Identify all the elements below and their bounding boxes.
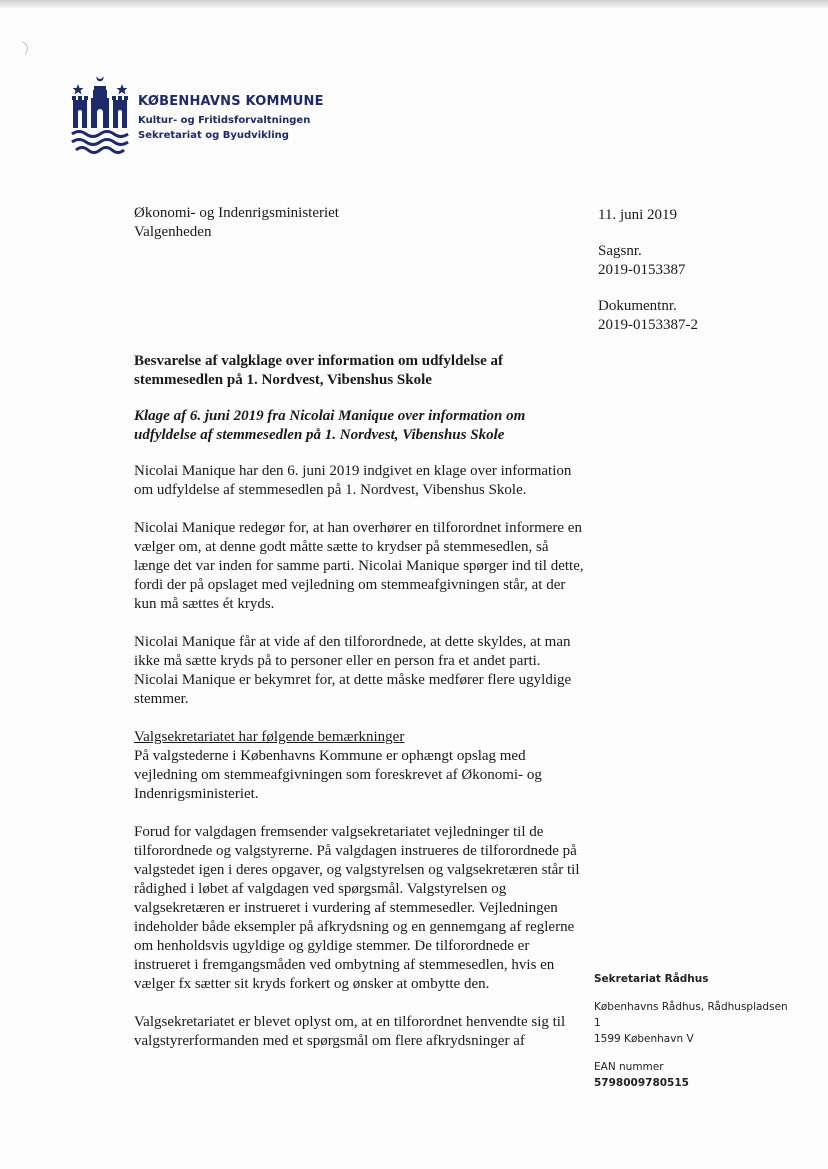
- paragraph-6: Valgsekretariatet er blevet oplyst om, at en tilforordnet henvendte sig til valgstyrerformanden med et spørgsmål om flere afkrydsninger af: [134, 1014, 566, 1049]
- org-unit: Sekretariat og Byudvikling: [138, 130, 289, 141]
- letter-subtitle: Klage af 6. juni 2019 fra Nicolai Manique over information om udfyldelse af stemmesedlen på 1. Nordvest, Vibenshus Skole: [134, 408, 526, 443]
- ean-label: EAN nummer: [594, 1061, 664, 1073]
- letter-date: 11. juni 2019: [598, 207, 678, 223]
- sender-footer: [594, 971, 814, 1091]
- address-line-1: Københavns Rådhus, Rådhuspladsen: [594, 1001, 788, 1013]
- case-number: 2019-0153387: [598, 262, 686, 278]
- footer-address: [594, 999, 814, 1047]
- paragraph-3: Nicolai Manique får at vide af den tilforordnede, at dette skyldes, at man ikke må sætte kryds på to personer eller en person fra et andet parti. Nicolai Manique er bekymret for, at dette måske medfører flere ugyldige stemmer.: [134, 634, 572, 707]
- address-line-2: 1: [594, 1017, 601, 1029]
- ean-block: [594, 1059, 814, 1091]
- recipient-line-1: Økonomi- og Indenrigsministeriet: [134, 205, 339, 221]
- paragraph-2: Nicolai Manique redegør for, at han overhører en tilforordnet informere en vælger om, at denne godt måtte sætte to krydser på stemmesedlen, så længe det var inden for samme parti. Nicolai Manique spørger ind til dette, fordi der på opslaget med vejledning om stemmeafgivningen står, at der kun må sættes ét kryds.: [134, 520, 584, 612]
- org-name: KØBENHAVNS KOMMUNE: [138, 94, 324, 109]
- recipient-line-2: Valgenheden: [134, 224, 212, 240]
- paragraph-4: På valgstederne i Københavns Kommune er ophængt opslag med vejledning om stemmeafgivningen som foreskrevet af Økonomi- og Indenrigsministeriet.: [134, 748, 542, 802]
- scan-edge: [0, 0, 828, 8]
- address-line-3: 1599 København V: [594, 1033, 694, 1045]
- coat-of-arms-icon: [70, 72, 130, 162]
- section-heading: Valgsekretariatet har følgende bemærkninger: [134, 729, 405, 745]
- recipient-block: [134, 204, 339, 242]
- footer-title: Sekretariat Rådhus: [594, 973, 709, 985]
- scan-mark: [20, 40, 34, 56]
- paragraph-1: Nicolai Manique har den 6. juni 2019 indgivet en klage over information om udfyldelse af stemmesedlen på 1. Nordvest, Vibenshus Skole.: [134, 463, 572, 498]
- document-number-block: [598, 297, 698, 335]
- paragraph-5: Forud for valgdagen fremsender valgsekretariatet vejledninger til de tilforordnede og valgstyrerne. På valgdagen instrueres de tilforordnede på valgstedet igen i deres opgaver, og valgstyrelsen og valgsekretæren står til rådighed i løbet af valgdagen ved spørgsmål. Valgstyrelsen og valgsekretæren er instrueret i vurdering af stemmesedler. Vejledningen indeholder både eksempler på afkrydsning og en gennemgang af reglerne om henholdsvis ugyldige og gyldige stemmer. De tilforordnede er instrueret i fremgangsmåden ved ombytning af stemmesedlen, hvis en vælger fx sætter sit kryds forkert og ønsker at ombytte den.: [134, 824, 580, 992]
- letter-body: [134, 352, 584, 1070]
- case-number-block: [598, 242, 698, 280]
- letter-title: Besvarelse af valgklage over information om udfyldelse af stemmesedlen på 1. Nordvest, Vibenshus Skole: [134, 353, 503, 388]
- case-label: Sagsnr.: [598, 243, 642, 259]
- org-department: Kultur- og Fritidsforvaltningen: [138, 115, 311, 126]
- document-label: Dokumentnr.: [598, 298, 677, 314]
- document-meta: [598, 206, 698, 352]
- section-block: [134, 728, 584, 804]
- organization-block: [138, 94, 324, 143]
- document-number: 2019-0153387-2: [598, 317, 698, 333]
- ean-number: 5798009780515: [594, 1077, 689, 1089]
